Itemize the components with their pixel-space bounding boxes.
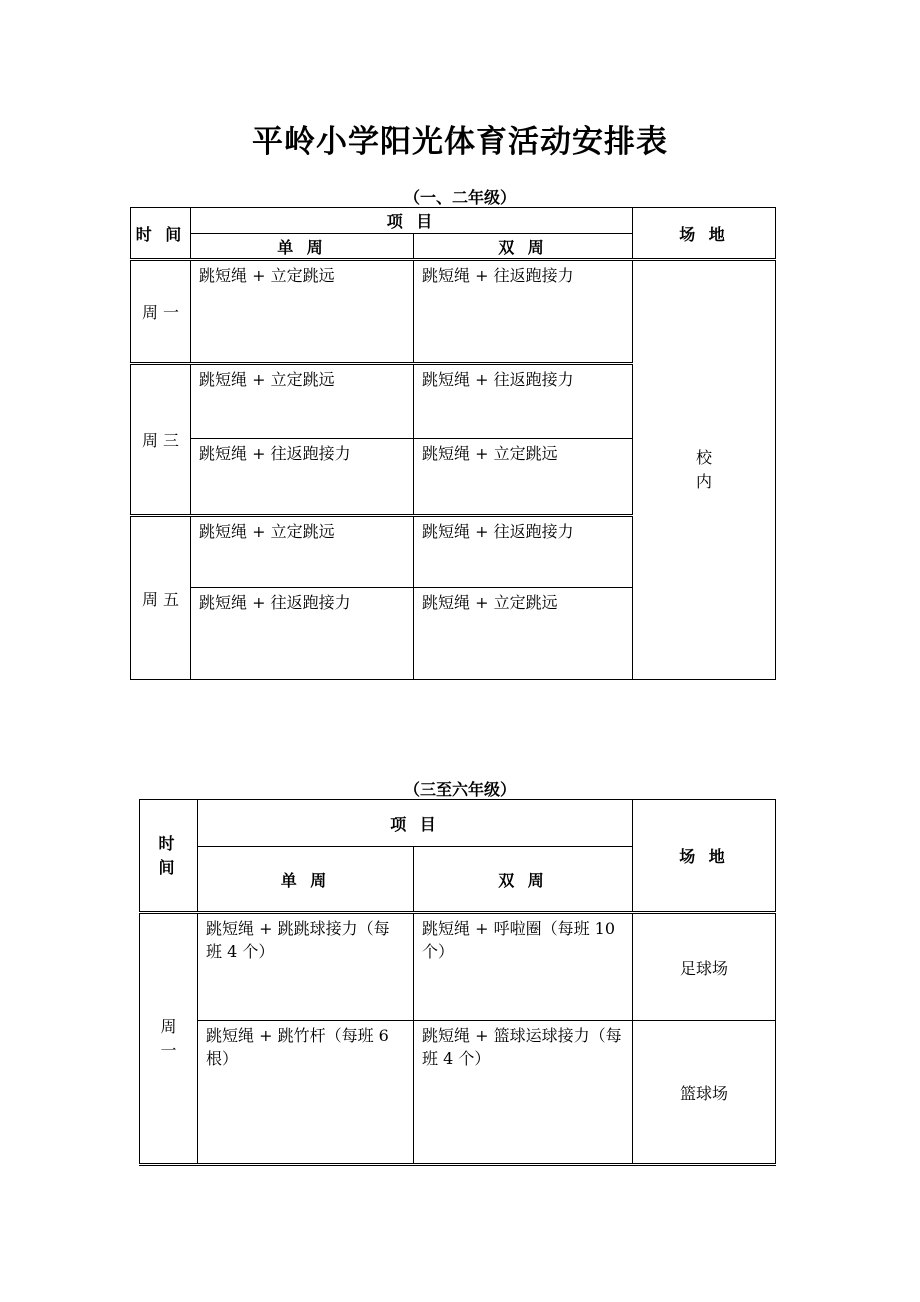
activity-even: 跳短绳 + 往返跑接力 — [414, 364, 633, 439]
header-odd-week: 单 周 — [191, 234, 414, 260]
venue-line1: 校 — [696, 448, 713, 467]
activity-odd: 跳短绳 + 立定跳远 — [191, 516, 414, 588]
activity-odd: 跳短绳 + 跳跳球接力（每班 4 个） — [198, 913, 414, 1021]
header-even-week: 双 周 — [414, 234, 633, 260]
day-friday: 周 五 — [131, 516, 191, 680]
activity-even: 跳短绳 + 立定跳远 — [414, 588, 633, 680]
venue-campus — [633, 260, 776, 680]
schedule-table-grades-3-6 — [139, 799, 776, 1166]
activity-odd: 跳短绳 + 立定跳远 — [191, 260, 414, 364]
header-even-week: 双 周 — [414, 847, 633, 913]
day-wednesday: 周 三 — [131, 364, 191, 516]
activity-even: 跳短绳 + 篮球运球接力（每班 4 个） — [414, 1021, 633, 1165]
day-monday: 周 一 — [131, 260, 191, 364]
activity-odd: 跳短绳 + 往返跑接力 — [191, 588, 414, 680]
activity-even: 跳短绳 + 立定跳远 — [414, 439, 633, 516]
activity-odd: 跳短绳 + 往返跑接力 — [191, 439, 414, 516]
activity-even: 跳短绳 + 往返跑接力 — [414, 516, 633, 588]
schedule-table-grades-1-2 — [130, 207, 776, 680]
header-project: 项 目 — [198, 800, 633, 847]
header-odd-week: 单 周 — [198, 847, 414, 913]
venue-line2: 内 — [696, 472, 713, 491]
header-time — [140, 800, 198, 913]
activity-odd: 跳短绳 + 立定跳远 — [191, 364, 414, 439]
header-time: 时 间 — [131, 208, 191, 260]
header-project: 项 目 — [191, 208, 633, 234]
header-time-line2: 间 — [158, 857, 179, 877]
day-line2: 一 — [160, 1040, 177, 1060]
day-monday — [140, 913, 198, 1165]
activity-even: 跳短绳 + 往返跑接力 — [414, 260, 633, 364]
table1-subtitle: （一、二年级） — [403, 188, 516, 207]
venue-football-field: 足球场 — [633, 913, 776, 1021]
activity-odd: 跳短绳 + 跳竹杆（每班 6 根） — [198, 1021, 414, 1165]
day-line1: 周 — [160, 1016, 177, 1036]
page-title: 平岭小学阳光体育活动安排表 — [252, 124, 668, 160]
header-venue: 场 地 — [633, 208, 776, 260]
activity-even: 跳短绳 + 呼啦圈（每班 10 个） — [414, 913, 633, 1021]
header-venue: 场 地 — [633, 800, 776, 913]
table2-subtitle: （三至六年级） — [403, 780, 516, 799]
venue-basketball-court: 篮球场 — [633, 1021, 776, 1165]
header-time-line1: 时 — [158, 833, 179, 853]
